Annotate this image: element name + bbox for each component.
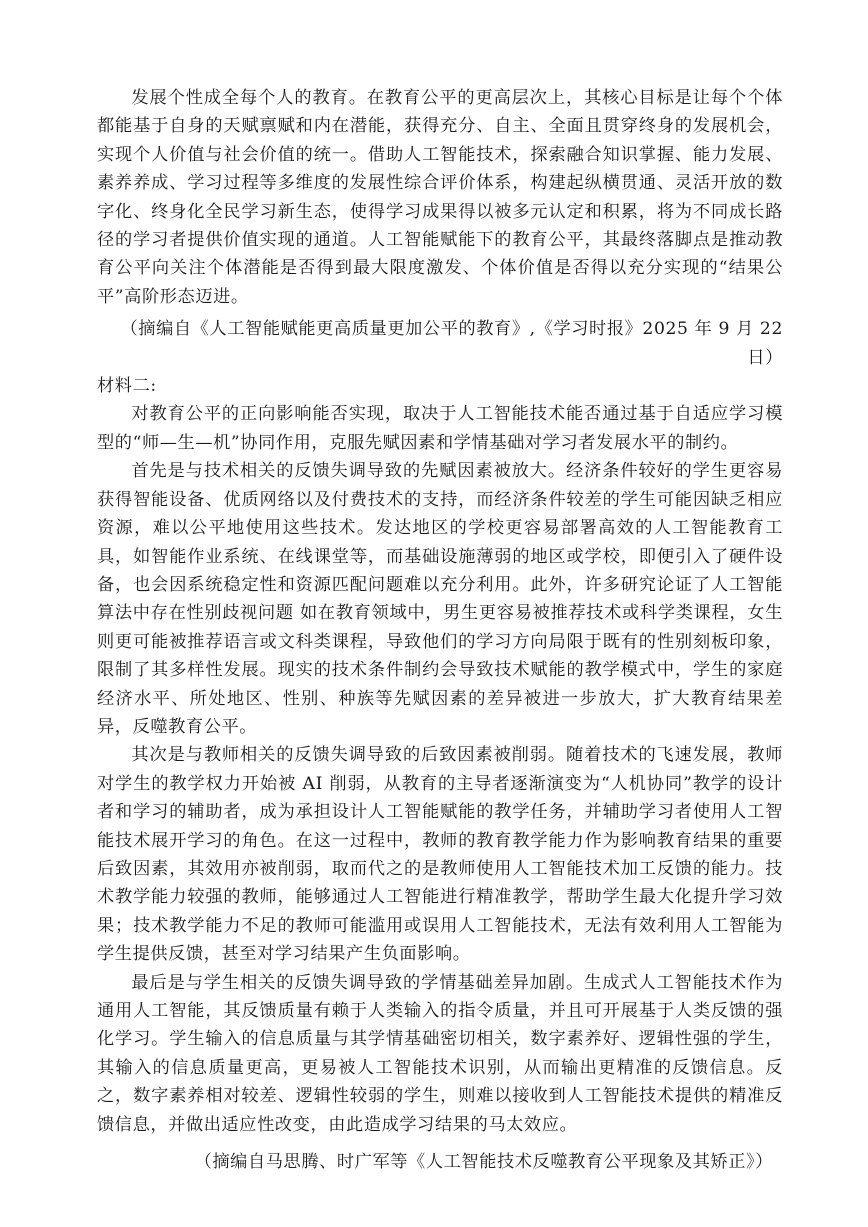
material-2-paragraph: 最后是与学生相关的反馈失调导致的学情基础差异加剧。生成式人工智能技术作为通用人工智能，其反馈质量有赖于人类输入的指令质量，并且可开展基于人类反馈的强化学习。学生输入的信息质量与其学情基础密切相关，数字素养好、逻辑性强的学生，其输入的信息质量更高，更易被人工智能技术识别，从而输出更精准的反馈信息。反之，数字素养相对较差、逻辑性较弱的学生，则难以接收到人工智能技术提供的精准反馈信息，并做出适应性改变，由此造成学习结果的马太效应。: [97, 972, 783, 1135]
document-body: [97, 84, 783, 1176]
material-2-label: 材料二:: [97, 376, 157, 397]
material-2-paragraph: 首先是与技术相关的反馈失调导致的先赋因素被放大。经济条件较好的学生更容易获得智能设备、优质网络以及付费技术的支持，而经济条件较差的学生可能因缺乏相应资源，难以公平地使用这些技术。发达地区的学校更容易部署高效的人工智能教育工具，如智能作业系统、在线课堂等，而基础设施薄弱的地区或学校，即便引入了硬件设备，也会因系统稳定性和资源匹配问题难以充分利用。此外，许多研究论证了人工智能算法中存在性别歧视问题 如在教育领域中，男生更容易被推荐技术或科学类课程，女生则更可能被推荐语言或文科类课程，导致他们的学习方向局限于既有的性别刻板印象，限制了其多样性发展。现实的技术条件制约会导致技术赋能的教学模式中，学生的家庭经济水平、所处地区、性别、种族等先赋因素的差异被进一步放大，扩大教育结果差异，反噬教育公平。: [97, 461, 783, 737]
material-1-source: （摘编自《人工智能赋能更高质量更加公平的教育》,《学习时报》2025 年 9 月 22 日）: [120, 319, 783, 368]
material-1-paragraph: 发展个性成全每个人的教育。在教育公平的更高层次上，其核心目标是让每个个体都能基于自身的天赋禀赋和内在潜能，获得充分、自主、全面且贯穿终身的发展机会，实现个人价值与社会价值的统一。借助人工智能技术，探索融合知识掌握、能力发展、素养养成、学习过程等多维度的发展性综合评价体系，构建起纵横贯通、灵活开放的数字化、终身化全民学习新生态，使得学习成果得以被多元认定和积累，将为不同成长路径的学习者提供价值实现的通道。人工智能赋能下的教育公平，其最终落脚点是推动教育公平向关注个体潜能是否得到最大限度激发、个体价值是否得以充分实现的“结果公平”高阶形态迈进。: [97, 88, 783, 307]
material-2-source: （摘编自马思腾、时广军等《人工智能技术反噬教育公平现象及其矫正》）: [194, 1152, 773, 1173]
material-2-paragraph: 对教育公平的正向影响能否实现，取决于人工智能技术能否通过基于自适应学习模型的“师—生—机”协同作用，克服先赋因素和学情基础对学习者发展水平的制约。: [97, 404, 783, 453]
material-2-paragraph: 其次是与教师相关的反馈失调导致的后致因素被削弱。随着技术的飞速发展，教师对学生的教学权力开始被 AI 削弱，从教育的主导者逐渐演变为“人机协同”教学的设计者和学习的辅助者，成为承担设计人工智能赋能的教学任务，并辅助学习者使用人工智能技术展开学习的角色。在这一过程中，教师的教育教学能力作为影响教育结果的重要后致因素，其效用亦被削弱，取而代之的是教师使用人工智能技术加工反馈的能力。技术教学能力较强的教师，能够通过人工智能进行精准教学，帮助学生最大化提升学习效果；技术教学能力不足的教师可能滥用或误用人工智能技术，无法有效利用人工智能为学生提供反馈，甚至对学习结果产生负面影响。: [97, 745, 783, 965]
